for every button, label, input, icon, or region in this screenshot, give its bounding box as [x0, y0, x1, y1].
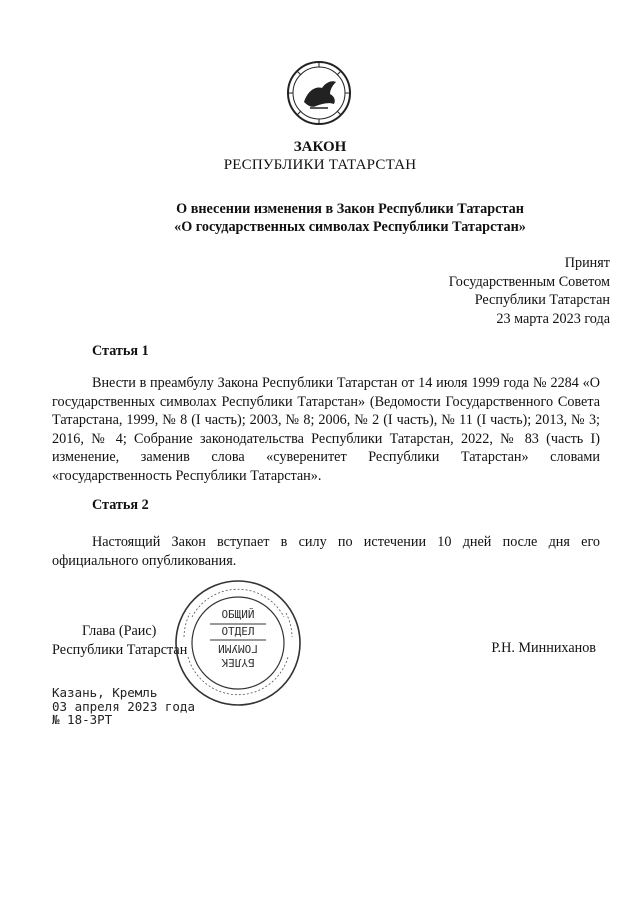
document-type-title: ЗАКОН — [293, 139, 347, 155]
footer-place: Казань, Кремль — [52, 685, 158, 700]
footer-date: 03 апреля 2023 года — [52, 698, 195, 714]
law-title-line: «О государственных символах Республики Татарстан» — [174, 219, 526, 235]
law-title — [0, 200, 640, 236]
stamp-line: ГОМУМИ — [218, 642, 258, 655]
stamp-line: ОБЩИЙ — [221, 608, 255, 621]
document-footer — [52, 686, 195, 727]
adoption-date: 23 марта 2023 года — [496, 310, 610, 327]
signatory-title-line: Глава (Раис) — [82, 623, 157, 639]
adoption-line: Республики Татарстан — [474, 292, 610, 308]
issuer-title: РЕСПУБЛИКИ ТАТАРСТАН — [223, 157, 417, 173]
footer-number: № 18-ЗРТ — [52, 712, 113, 727]
signatory-title — [52, 622, 187, 659]
law-title-line: О внесении изменения в Закон Республики Татарстан — [176, 201, 524, 217]
stamp-line: БҮЛЕК — [221, 656, 255, 669]
adoption-line: Государственным Советом — [448, 273, 610, 290]
article-2-heading: Статья 2 — [92, 497, 149, 513]
article-2-text: Настоящий Закон вступает в силу по истечении 10 дней после дня его официального опубликования. — [52, 534, 600, 569]
signatory-name: Р.Н. Минниханов — [491, 640, 596, 656]
adoption-block — [449, 254, 610, 328]
signatory-title-line: Республики Татарстан — [52, 641, 188, 658]
article-1-text: Внести в преамбулу Закона Республики Татарстан от 14 июля 1999 года № 2284 «О государственных символах Республики Татарстан» (Ведомости Государственного Совета Татарстана, 1999, № 8 (I часть); 2003, № 8; 2006, № 2 (I часть), № 11 (I часть); 2013, № 3; 2016, № 4; Собрание законодательства Республики Татарстан, 2022, № 83 (часть I) изменение, заменив слова «суверенитет Республики Татарстан» словами «государственность Республики Татарстан». — [52, 375, 600, 484]
article-1-heading: Статья 1 — [92, 343, 149, 359]
adoption-line: Принят — [564, 255, 610, 271]
tatarstan-coat-of-arms-icon — [286, 60, 352, 126]
stamp-line: ОТДЕЛ — [221, 625, 255, 638]
